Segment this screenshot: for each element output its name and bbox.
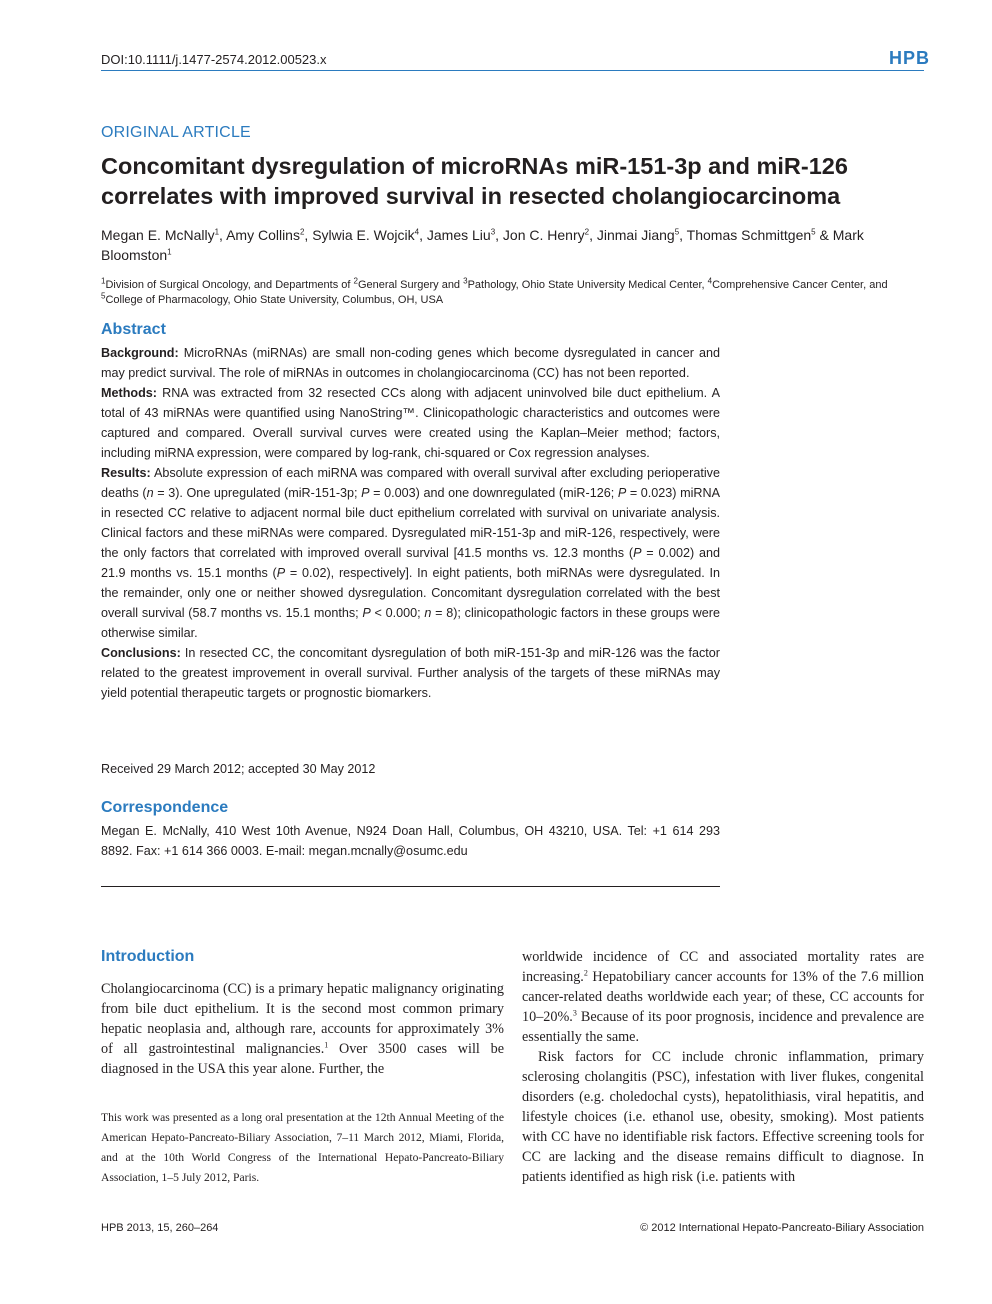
results-segment: = 0.023) miRNA in resected CC relative to adjacent normal bile duct epithelium correlated with survival on univariate analysis. Clinical factors and these miRNAs were compared. Dysregulated miR-151-3p and miR-126, respectively, were the only factors that correlated with improved overall survival [41.5 months vs. 12.3 months ( xyxy=(101,486,720,560)
author-name: Thomas Schmittgen xyxy=(686,227,812,243)
author-name: Amy Collins xyxy=(226,227,300,243)
abstract-results xyxy=(101,463,720,643)
abstract xyxy=(101,343,720,703)
affiliation-text: College of Pharmacology, Ohio State University, Columbus, OH, USA xyxy=(105,294,444,306)
author-affiliation-mark: 2 xyxy=(584,227,590,237)
stat-symbol: n xyxy=(424,606,432,620)
author-affiliation-mark: 3 xyxy=(490,227,496,237)
affiliation-number: 5 xyxy=(101,291,106,301)
intro-paragraph-3: Risk factors for CC include chronic inflammation, primary sclerosing cholangitis (PSC), infestation with liver flukes, congenital disorders (e.g. choledochal cysts), hepatolithiasis, viral hepatitis, and lifestyle choices (i.e. ethanol use, obesity, smoking). Most patients with CC have no identifiable risk factors. Effective screening tools for CC are lacking and the disease remains difficult to diagnose. In patients identified as high risk (i.e. patients with xyxy=(522,1049,924,1185)
stat-symbol: n xyxy=(146,486,154,500)
affiliation-text: Pathology, Ohio State University Medical Center, xyxy=(467,279,708,291)
results-segment: = 3). One upregulated (miR-151-3p; xyxy=(153,486,362,500)
conclusions-label: Conclusions: xyxy=(101,646,181,660)
affiliation-text: Division of Surgical Oncology, and Departments of xyxy=(105,279,354,291)
article-title: Concomitant dysregulation of microRNAs miR-151-3p and miR-126 correlates with improved survival in resected cholangiocarcinoma xyxy=(101,153,848,209)
abstract-methods xyxy=(101,383,720,463)
author-affiliation-mark: 1 xyxy=(167,247,172,257)
affiliation-text: Comprehensive Cancer Center, and xyxy=(712,279,888,291)
footer-citation: HPB 2013, 15, 260–264 xyxy=(101,1222,219,1234)
author-name: Jinmai Jiang xyxy=(596,227,675,243)
author-name: Megan E. McNally xyxy=(101,227,215,243)
introduction-heading: Introduction xyxy=(101,948,195,965)
footer-copyright: © 2012 International Hepato-Pancreato-Biliary Association xyxy=(640,1222,924,1234)
text-segment: Because of its poor prognosis, incidence and prevalence are essentially the same. xyxy=(522,1009,924,1045)
citation-ref: 1 xyxy=(324,1040,329,1050)
author-affiliation-mark: 5 xyxy=(674,227,680,237)
received-dates: Received 29 March 2012; accepted 30 May 2012 xyxy=(101,762,376,776)
author-name: Sylwia E. Wojcik xyxy=(312,227,415,243)
correspondence-heading: Correspondence xyxy=(101,799,229,816)
results-segment: = 0.02), respectively]. In eight patients, both miRNAs were dysregulated. In the remainder, only one or neither showed dysregulation. Concomitant dysregulation correlated with the best overall survival (58.7 months vs. 15.1 months; xyxy=(101,566,720,620)
citation-ref: 3 xyxy=(572,1008,577,1018)
text-segment: Hepatobiliary cancer accounts for 13% of the 7.6 million cancer-related deaths worldwide each year; of these, CC accounts for 10–20%. xyxy=(522,969,924,1025)
affiliation-text: General Surgery and xyxy=(357,279,464,291)
author-name: Jon C. Henry xyxy=(502,227,585,243)
abstract-conclusions xyxy=(101,643,720,703)
affiliation-number: 4 xyxy=(707,276,713,286)
stat-symbol: P xyxy=(361,486,370,500)
intro-paragraph-2 xyxy=(522,947,924,1047)
author-list: Megan E. McNally$^1$, Amy Collins$^2$, Sylwia E. Wojcik$^4$, James Liu$^3$, Jon C. Henry$^2$, Jinmai Jiang$^5$, Thomas Schmittgen$^5$ & Mark Bloomston$^1$ xyxy=(101,227,864,263)
stat-symbol: P xyxy=(276,566,286,580)
header-rule xyxy=(101,70,924,71)
results-segment: < 0.000; xyxy=(370,606,425,620)
author-name: James Liu xyxy=(426,227,491,243)
methods-text: RNA was extracted from 32 resected CCs along with adjacent uninvolved bile duct epithelium. A total of 43 miRNAs were quantified using NanoString™. Clinicopathologic characteristics and outcomes were captured and compared. Overall survival curves were created using the Kaplan–Meier method; factors, including miRNA expression, were compared by log-rank, chi-squared or Cox regression analyses. xyxy=(101,386,720,460)
results-label: Results: xyxy=(101,466,151,480)
text-segment: Cholangiocarcinoma (CC) is a primary hepatic malignancy originating from bile duct epithelium. It is the second most common primary hepatic neoplasia and, although rare, accounts for approximately 3% of all gastrointestinal malignancies. xyxy=(101,981,504,1057)
text-segment: Over 3500 cases will be diagnosed in the USA this year alone. Further, the xyxy=(101,1041,504,1077)
text-segment: worldwide incidence of CC and associated mortality rates are increasing. xyxy=(522,949,924,985)
results-segment: = 0.002) and 21.9 months vs. 15.1 months ( xyxy=(101,546,720,580)
author-affiliation-mark: 4 xyxy=(414,227,420,237)
author-affiliation-mark: 2 xyxy=(299,227,305,237)
author-affiliation-mark: 5 xyxy=(811,227,816,237)
background-text: MicroRNAs (miRNAs) are small non-coding genes which become dysregulated in cancer and may predict survival. The role of miRNAs in outcomes in cholangiocarcinoma (CC) has not been reported. xyxy=(101,346,721,380)
results-segment: = 8); clinicopathologic factors in these groups were otherwise similar. xyxy=(101,606,720,640)
author-affiliation-mark: 1 xyxy=(214,227,220,237)
affiliation-number: 3 xyxy=(463,276,468,286)
stat-symbol: P xyxy=(633,546,642,560)
intro-left-column xyxy=(101,979,504,1079)
correspondence-text: Megan E. McNally, 410 West 10th Avenue, N924 Doan Hall, Columbus, OH 43210, USA. Tel: +1 614 293 8892. Fax: +1 614 366 0003. E-mail: megan.mcnally@osumc.edu xyxy=(101,824,720,858)
intro-right-column xyxy=(522,947,924,1187)
methods-label: Methods: xyxy=(101,386,157,400)
presentation-footnote: This work was presented as a long oral presentation at the 12th Annual Meeting of the American Hepato-Pancreato-Biliary Association, 7–11 March 2012, Miami, Florida, and at the 10th World Congress of the International Hepato-Pancreato-Biliary Association, 1–5 July 2012, Paris. xyxy=(101,1111,504,1184)
affiliation-number: 1 xyxy=(101,276,106,286)
results-text xyxy=(101,466,720,640)
background-label: Background: xyxy=(101,346,179,360)
author-name: Mark Bloomston xyxy=(101,227,864,263)
stat-symbol: P xyxy=(617,486,627,500)
abstract-background xyxy=(101,343,720,383)
doi: DOI:10.1111/j.1477-2574.2012.00523.x xyxy=(101,52,327,67)
section-divider xyxy=(101,886,720,887)
affiliation-number: 2 xyxy=(353,276,358,286)
affiliations xyxy=(101,278,901,308)
results-segment: = 0.003) and one downregulated (miR-126; xyxy=(369,486,618,500)
abstract-heading: Abstract xyxy=(101,321,166,338)
journal-tag: HPB xyxy=(889,48,931,68)
section-label: ORIGINAL ARTICLE xyxy=(101,124,251,141)
intro-paragraph-1 xyxy=(101,979,504,1079)
conclusions-text: In resected CC, the concomitant dysregulation of both miR-151-3p and miR-126 was the factor related to the greatest improvement in overall survival. Further analysis of the targets of these miRNAs may yield potential therapeutic targets or prognostic biomarkers. xyxy=(101,646,721,700)
stat-symbol: P xyxy=(362,606,371,620)
results-segment: Absolute expression of each miRNA was compared with overall survival after excluding perioperative deaths ( xyxy=(101,466,720,500)
citation-ref: 2 xyxy=(583,968,588,978)
